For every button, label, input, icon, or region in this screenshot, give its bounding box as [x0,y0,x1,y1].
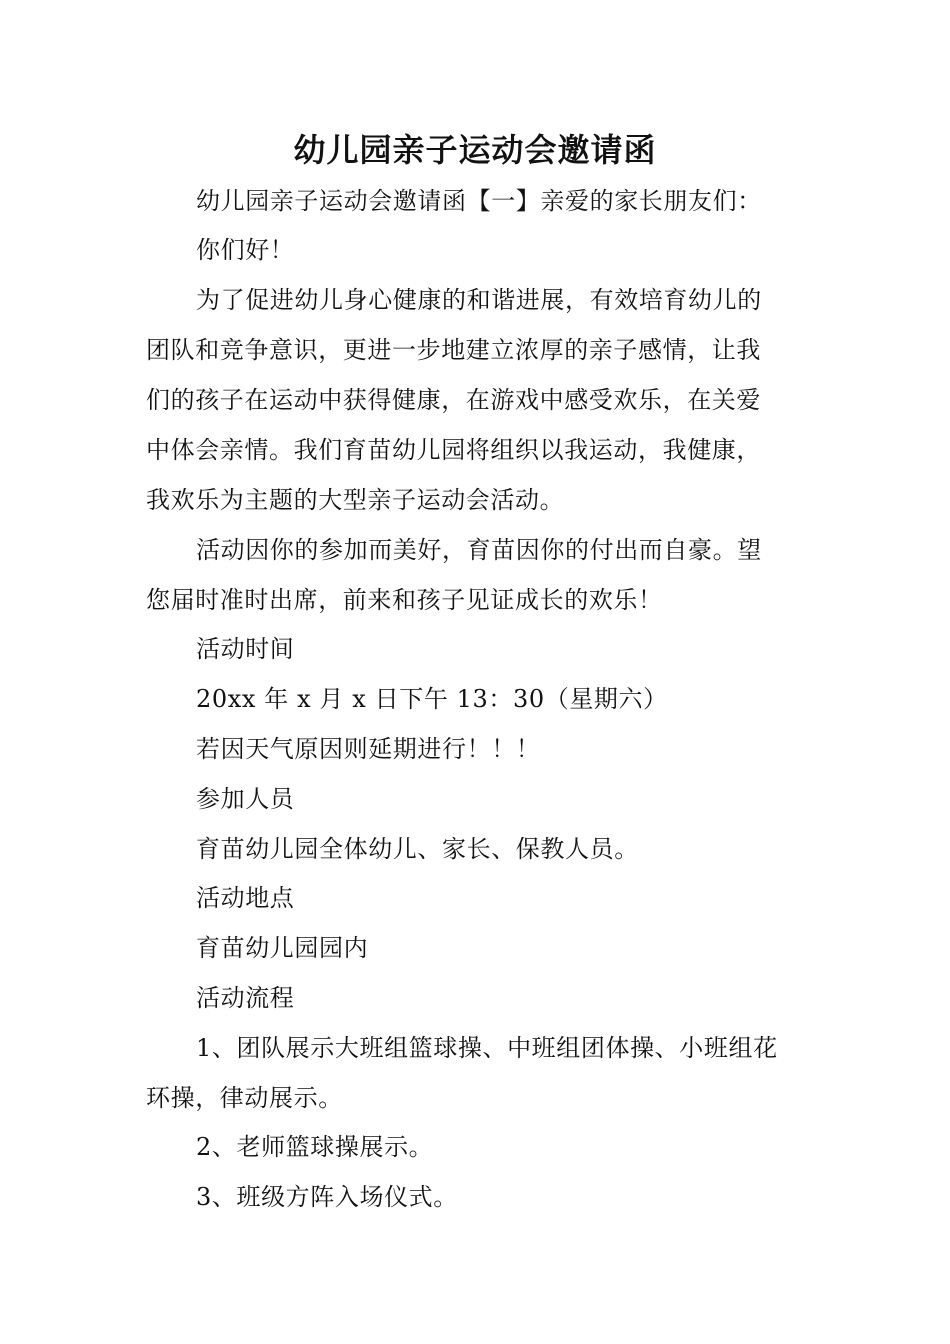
section-heading-location: 活动地点 [196,884,295,912]
text-line-para1-5: 我欢乐为主题的大型亲子运动会活动。 [146,486,565,514]
text-line-location: 育苗幼儿园园内 [196,934,369,962]
text-line-para2-2: 您届时准时出席，前来和孩子见证成长的欢乐！ [146,586,663,614]
document-title: 幼儿园亲子运动会邀请函 [293,131,657,169]
list-item-2: 2、老师篮球操展示。 [196,1133,434,1161]
text-line-para1-3: 们的孩子在运动中获得健康，在游戏中感受欢乐，在关爱 [146,386,761,414]
list-item-1: 1、团队展示大班组篮球操、中班组团体操、小班组花 [196,1034,778,1062]
text-line-para1-4: 中体会亲情。我们育苗幼儿园将组织以我运动，我健康， [146,436,761,464]
list-item-3: 3、班级方阵入场仪式。 [196,1183,458,1211]
section-heading-time: 活动时间 [196,635,295,663]
text-line-para1-1: 为了促进幼儿身心健康的和谐进展，有效培育幼儿的 [196,286,762,314]
text-line-para2-1: 活动因你的参加而美好，育苗因你的付出而自豪。望 [196,536,762,564]
text-line-intro: 幼儿园亲子运动会邀请函【一】亲爱的家长朋友们： [196,187,762,215]
section-heading-participants: 参加人员 [196,785,295,813]
text-line-greeting: 你们好！ [196,236,295,264]
text-line-participants: 育苗幼儿园全体幼儿、家长、保教人员。 [196,835,639,863]
section-heading-process: 活动流程 [196,984,295,1012]
list-item-1-cont: 环操，律动展示。 [146,1084,343,1112]
text-line-para1-2: 团队和竞争意识，更进一步地建立浓厚的亲子感情，让我 [146,336,761,364]
text-line-date: 20xx 年 x 月 x 日下午 13：30（星期六） [196,685,668,713]
text-line-weather: 若因天气原因则延期进行！！！ [196,735,541,763]
